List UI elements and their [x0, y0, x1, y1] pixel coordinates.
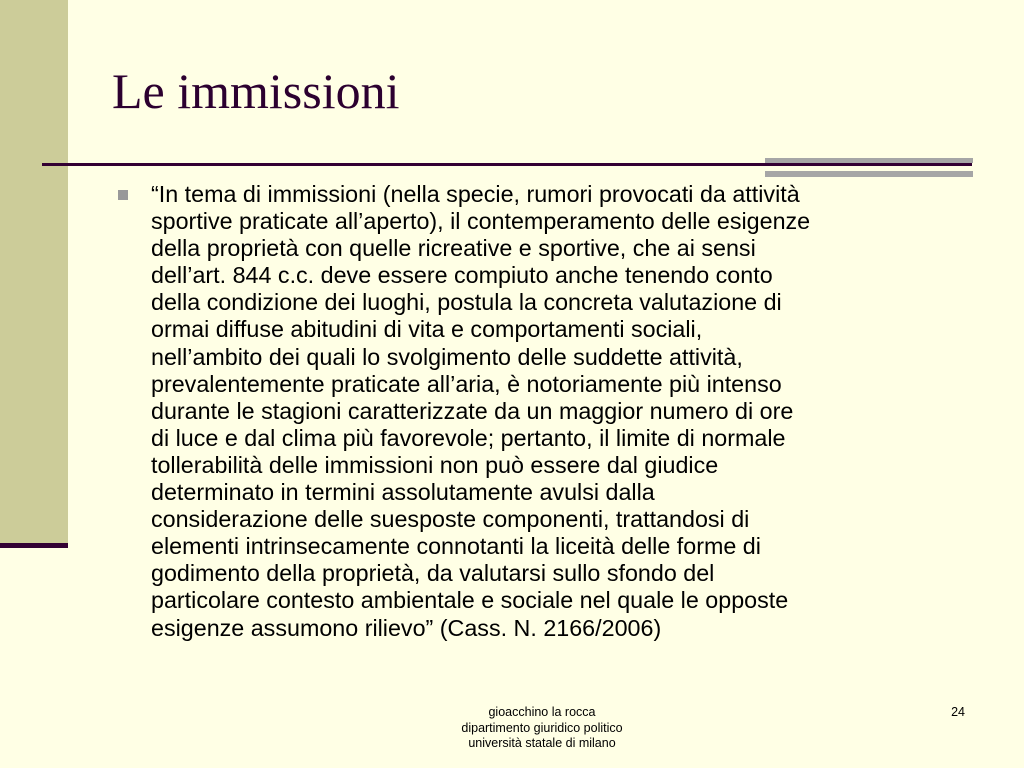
body-text-line: tollerabilità delle immissioni non può essere dal giudice: [151, 451, 719, 478]
slide-title: Le immissioni: [112, 63, 400, 119]
footer-author-info: [412, 705, 672, 752]
body-text-line: ormai diffuse abitudini di vita e comportamenti sociali,: [151, 316, 703, 343]
bullet-item: [118, 181, 968, 642]
body-text-line: determinato in termini assolutamente avulsi dalla: [151, 479, 655, 506]
body-text-line: godimento della proprietà, da valutarsi sullo sfondo del: [151, 560, 715, 587]
footer-author-name: gioacchino la rocca: [488, 705, 596, 719]
left-decorative-bar: [0, 0, 68, 545]
body-text-line: esigenze assumono rilievo” (Cass. N. 2166/2006): [151, 614, 662, 641]
body-text-line: particolare contesto ambientale e sociale nel quale le opposte: [151, 587, 789, 614]
left-bar-accent-line: [0, 543, 68, 548]
body-text-line: dell’art. 844 c.c. deve essere compiuto anche tenendo conto: [151, 262, 773, 289]
body-text-line: prevalentemente praticate all’aria, è notoriamente più intenso: [151, 370, 782, 397]
footer-university: università statale di milano: [468, 736, 616, 750]
slide-page-number: 24: [951, 705, 965, 719]
body-text-line: sportive praticate all’aperto), il contemperamento delle esigenze: [151, 208, 811, 235]
body-text-line: elementi intrinsecamente connotanti la liceità delle forme di: [151, 533, 761, 560]
footer-department: dipartimento giuridico politico: [461, 720, 623, 735]
body-bullet-list: [118, 181, 968, 642]
body-text-line: considerazione delle suesposte componenti, trattandosi di: [151, 506, 750, 533]
body-text-line: della proprietà con quelle ricreative e sportive, che ai sensi: [151, 235, 756, 262]
body-text-line: della condizione dei luoghi, postula la concreta valutazione di: [151, 289, 782, 316]
body-text-line: durante le stagioni caratterizzate da un maggior numero di ore: [151, 397, 794, 424]
title-rule: [42, 163, 972, 166]
body-text-line: di luce e dal clima più favorevole; pertanto, il limite di normale: [151, 424, 786, 451]
body-text-line: “In tema di immissioni (nella specie, rumori provocati da attività: [151, 181, 800, 207]
square-bullet-icon: [118, 190, 128, 200]
title-rule-accent-bottom: [765, 171, 973, 177]
body-text-line: nell’ambito dei quali lo svolgimento delle suddette attività,: [151, 343, 743, 370]
